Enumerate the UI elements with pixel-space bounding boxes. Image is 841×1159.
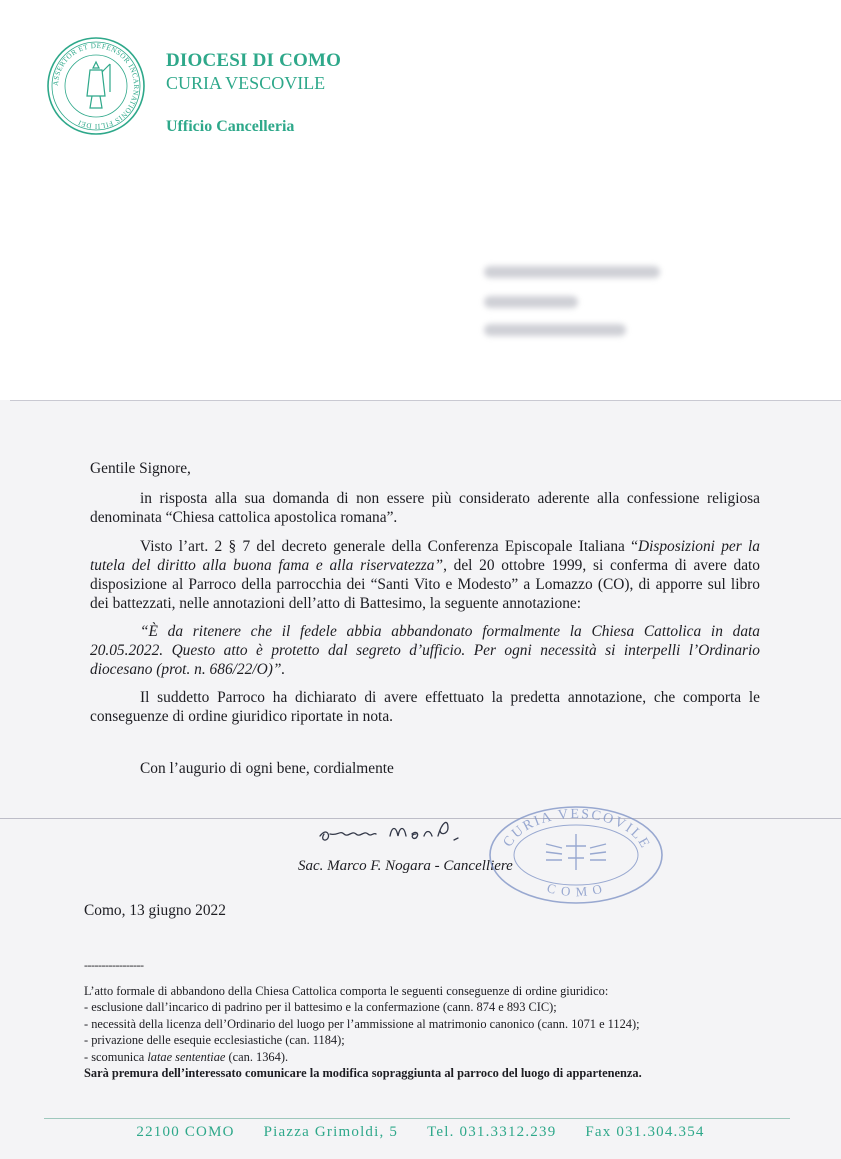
notes-item-excommunication: - scomunica latae sententiae (can. 1364). (84, 1049, 289, 1064)
svg-text:COMO: COMO (545, 879, 610, 900)
closing: Con l’augurio di ogni bene, cordialmente (140, 760, 394, 777)
handwritten-signature (316, 812, 486, 846)
footer-address: Piazza Grimoldi, 5 (263, 1124, 399, 1140)
notes-item-marriage: - necessità della licenza dell’Ordinario del luogo per l’ammissione al matrimonio canonico (cann. 1071 e 1124); (84, 1016, 640, 1031)
diocese-seal-icon (46, 36, 146, 136)
diocese-name: DIOCESI DI COMO (166, 50, 342, 71)
redacted-recipient-street (484, 296, 578, 308)
curia-stamp-icon (486, 800, 666, 904)
redacted-recipient-name (484, 266, 660, 278)
notes-item-godparent: - esclusione dall’incarico di padrino per il battesimo e la confermazione (cann. 874 e 893 CIC); (84, 1000, 557, 1015)
footer-tel: Tel. 031.3312.239 (427, 1124, 557, 1140)
footer-fax: Fax 031.304.354 (585, 1124, 705, 1140)
svg-text:ASSERTOR ET DEFENSOR INCARNATI: ASSERTOR ET DEFENSOR INCARNATIONIS FILII DEI (51, 41, 141, 131)
footer-contacts (0, 1124, 841, 1141)
paragraph-decree: Visto l’art. 2 § 7 del decreto generale della Conferenza Episcopale Italiana “Disposizioni per la tutela del diritto alla buona fama e alla riservatezza”, del 20 ottobre 1999, si conferma di avere dato disposizione al Parroco della parrocchia dei “Santi Vito e Modesto” a Lomazzo (CO), di apporre sul libro dei battezzati, nelle annotazioni dell’atto di Battesimo, la seguente annotazione: (90, 538, 761, 612)
svg-text:CURIA VESCOVILE: CURIA VESCOVILE (500, 806, 653, 853)
curia-name: CURIA VESCOVILE (166, 73, 326, 93)
redacted-recipient-city (484, 324, 626, 336)
notes-intro: L’atto formale di abbandono della Chiesa Cattolica comporta le seguenti conseguenze di ordine giuridico: (84, 984, 609, 998)
paragraph-annotation: “È da ritenere che il fedele abbia abbandonato formalmente la Chiesa Cattolica in data 20.05.2022. Questo atto è protetto dal segreto d’ufficio. Per ogni necessità si interpelli l’Ordinario diocesano (prot. n. 686/22/O)”. (90, 623, 760, 678)
office-name: Ufficio Cancelleria (166, 118, 295, 135)
notes-final: Sarà premura dell’interessato comunicare la modifica sopraggiunta al parroco del luogo di appartenenza. (84, 1066, 642, 1081)
legal-notes (84, 983, 764, 1081)
paragraph-request: in risposta alla sua domanda di non essere più considerato aderente alla confessione religiosa denominata “Chiesa cattolica apostolica romana”. (90, 490, 760, 526)
footer-divider (44, 1118, 790, 1119)
notes-item-funeral: - privazione delle esequie ecclesiastiche (can. 1184); (84, 1033, 345, 1048)
greeting: Gentile Signore, (90, 460, 191, 477)
fold-line-top (10, 400, 841, 401)
signatory-name: Sac. Marco F. Nogara - Cancelliere (298, 858, 513, 874)
place-date: Como, 13 giugno 2022 (84, 902, 226, 919)
paragraph-confirmation: Il suddetto Parroco ha dichiarato di avere effettuato la predetta annotazione, che comporta le conseguenze di ordine giuridico riportate in nota. (90, 689, 760, 725)
notes-separator: ----------------- (84, 958, 144, 972)
footer-city: 22100 COMO (136, 1124, 235, 1140)
